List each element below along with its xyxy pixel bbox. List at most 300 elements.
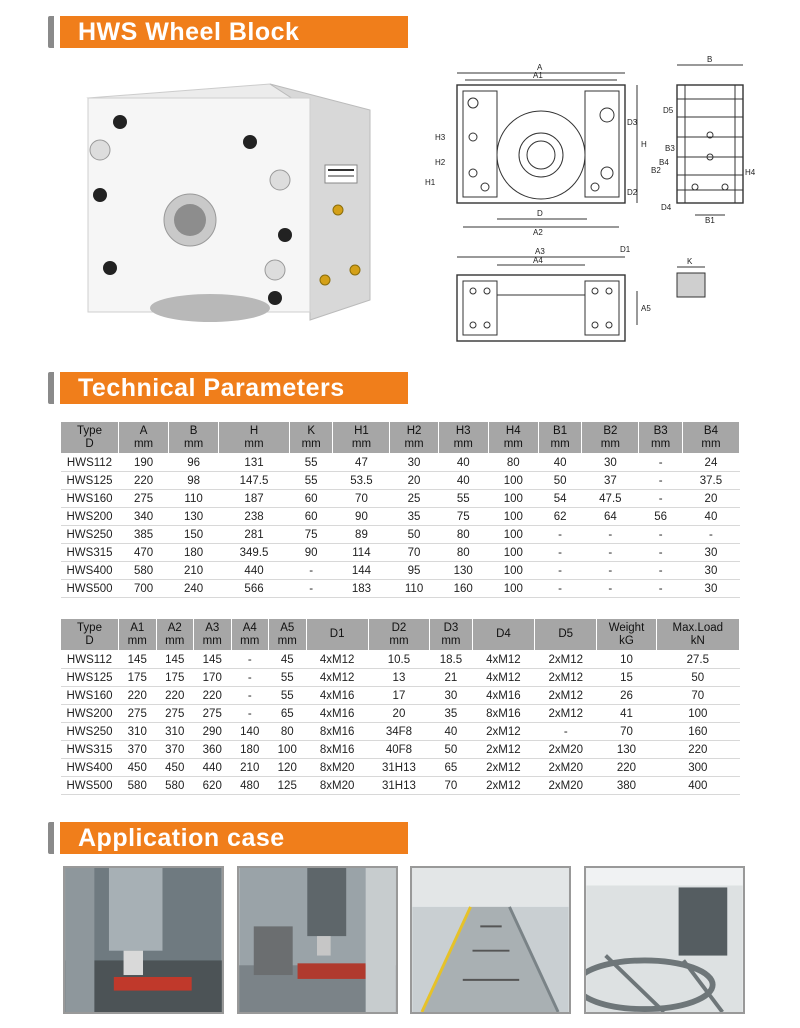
- value-cell: -: [231, 705, 269, 723]
- table-row: [61, 508, 740, 526]
- header-unit: mm: [701, 437, 721, 450]
- type-cell: HWS125: [61, 669, 119, 687]
- header-label: D5: [558, 628, 574, 640]
- value-cell: 110: [390, 580, 438, 598]
- value-cell: 45: [269, 651, 307, 669]
- value-cell: 80: [438, 526, 488, 544]
- value-cell: 50: [390, 526, 438, 544]
- table-row: [61, 580, 740, 598]
- value-cell: 380: [597, 777, 656, 795]
- value-cell: 210: [231, 759, 269, 777]
- value-cell: 30: [682, 580, 739, 598]
- value-cell: 37.5: [682, 472, 739, 490]
- label-h1: H1: [425, 178, 436, 187]
- header-unit: mm: [651, 437, 671, 450]
- table1-header-4: [289, 422, 333, 454]
- value-cell: 160: [656, 723, 739, 741]
- value-cell: 54: [538, 490, 582, 508]
- value-cell: 144: [333, 562, 390, 580]
- table2-header-2: [156, 619, 194, 651]
- value-cell: 8xM20: [306, 777, 368, 795]
- header-label: Type: [77, 424, 102, 437]
- label-d4: D4: [661, 203, 672, 212]
- type-cell: HWS160: [61, 687, 119, 705]
- table2-header-12: [656, 619, 739, 651]
- value-cell: 15: [597, 669, 656, 687]
- value-cell: 160: [438, 580, 488, 598]
- table-row: [61, 759, 740, 777]
- header-unit: mm: [277, 634, 297, 647]
- value-cell: 70: [430, 777, 473, 795]
- label-a1: A1: [533, 71, 543, 80]
- value-cell: 80: [269, 723, 307, 741]
- value-cell: 2xM20: [535, 759, 597, 777]
- value-cell: 145: [194, 651, 232, 669]
- value-cell: 130: [438, 562, 488, 580]
- value-cell: 580: [119, 562, 169, 580]
- label-d: D: [537, 209, 543, 218]
- value-cell: 30: [682, 562, 739, 580]
- value-cell: 50: [538, 472, 582, 490]
- table1-header-11: [639, 422, 683, 454]
- value-cell: 340: [119, 508, 169, 526]
- value-cell: 470: [119, 544, 169, 562]
- type-cell: HWS125: [61, 472, 119, 490]
- header-unit: mm: [202, 634, 222, 647]
- type-cell: HWS250: [61, 723, 119, 741]
- table1-header-10: [582, 422, 639, 454]
- value-cell: 180: [231, 741, 269, 759]
- value-cell: 13: [368, 669, 429, 687]
- value-cell: 40: [682, 508, 739, 526]
- header-unit: mm: [244, 437, 264, 450]
- header-unit: mm: [389, 634, 409, 647]
- value-cell: 100: [488, 562, 538, 580]
- value-cell: 10: [597, 651, 656, 669]
- value-cell: -: [538, 580, 582, 598]
- header-label: B: [189, 424, 198, 437]
- value-cell: 96: [169, 454, 219, 472]
- value-cell: 385: [119, 526, 169, 544]
- table1-header-3: [219, 422, 290, 454]
- value-cell: 190: [119, 454, 169, 472]
- table2-header-0: [61, 619, 119, 651]
- value-cell: 30: [390, 454, 438, 472]
- value-cell: -: [289, 580, 333, 598]
- parameters-table-1: [60, 421, 740, 598]
- value-cell: 18.5: [430, 651, 473, 669]
- header-label: A2: [167, 621, 182, 634]
- header-unit: mm: [165, 634, 185, 647]
- value-cell: 170: [194, 669, 232, 687]
- value-cell: -: [538, 544, 582, 562]
- section-title: Technical Parameters: [60, 372, 408, 404]
- value-cell: 55: [289, 454, 333, 472]
- value-cell: 35: [430, 705, 473, 723]
- header-unit: mm: [184, 437, 204, 450]
- table-row: [61, 741, 740, 759]
- value-cell: 580: [119, 777, 157, 795]
- type-cell: HWS250: [61, 526, 119, 544]
- header-label: Max.Load: [672, 621, 724, 634]
- value-cell: -: [231, 687, 269, 705]
- header-label: B2: [603, 424, 618, 437]
- bottom-view: [457, 257, 637, 341]
- value-cell: 275: [194, 705, 232, 723]
- value-cell: 2xM20: [535, 777, 597, 795]
- k-section: [677, 267, 705, 297]
- section-title: HWS Wheel Block: [60, 16, 408, 48]
- application-photo-4: [584, 866, 745, 1014]
- technical-drawings: [415, 55, 755, 355]
- value-cell: 2xM12: [535, 651, 597, 669]
- value-cell: 114: [333, 544, 390, 562]
- value-cell: 40: [438, 472, 488, 490]
- type-cell: HWS200: [61, 705, 119, 723]
- header-label: H4: [505, 424, 521, 437]
- value-cell: 4xM12: [306, 651, 368, 669]
- parameters-table-2: [60, 618, 740, 795]
- value-cell: 120: [269, 759, 307, 777]
- table-row: [61, 669, 740, 687]
- table2-header-5: [269, 619, 307, 651]
- header-unit: mm: [600, 437, 620, 450]
- header-unit: mm: [441, 634, 461, 647]
- table-row: [61, 544, 740, 562]
- value-cell: 125: [269, 777, 307, 795]
- table-row: [61, 687, 740, 705]
- value-cell: 275: [119, 705, 157, 723]
- value-cell: 4xM16: [472, 687, 534, 705]
- value-cell: 281: [219, 526, 290, 544]
- value-cell: 2xM12: [535, 687, 597, 705]
- section-header-product: [48, 16, 408, 48]
- value-cell: 40: [430, 723, 473, 741]
- header-unit: D: [85, 634, 94, 647]
- value-cell: 20: [368, 705, 429, 723]
- product-image: [70, 70, 390, 330]
- value-cell: 56: [639, 508, 683, 526]
- value-cell: 349.5: [219, 544, 290, 562]
- value-cell: 70: [333, 490, 390, 508]
- value-cell: 75: [289, 526, 333, 544]
- table2-header-1: [119, 619, 157, 651]
- value-cell: 238: [219, 508, 290, 526]
- value-cell: 55: [269, 669, 307, 687]
- header-label: K: [307, 424, 316, 437]
- value-cell: 566: [219, 580, 290, 598]
- value-cell: 140: [231, 723, 269, 741]
- table-row: [61, 490, 740, 508]
- label-a5: A5: [641, 304, 651, 313]
- value-cell: -: [231, 669, 269, 687]
- table2-header-8: [430, 619, 473, 651]
- value-cell: 26: [597, 687, 656, 705]
- type-cell: HWS400: [61, 562, 119, 580]
- label-b3: B3: [665, 144, 675, 153]
- table-row: [61, 454, 740, 472]
- value-cell: 90: [333, 508, 390, 526]
- value-cell: 20: [682, 490, 739, 508]
- value-cell: 62: [538, 508, 582, 526]
- value-cell: 60: [289, 490, 333, 508]
- value-cell: 8xM16: [306, 741, 368, 759]
- table2-header-11: [597, 619, 656, 651]
- value-cell: -: [639, 580, 683, 598]
- value-cell: 55: [289, 472, 333, 490]
- type-cell: HWS315: [61, 741, 119, 759]
- section-header-params: [48, 372, 408, 404]
- value-cell: 100: [269, 741, 307, 759]
- value-cell: 480: [231, 777, 269, 795]
- value-cell: 40: [438, 454, 488, 472]
- value-cell: 400: [656, 777, 739, 795]
- value-cell: 70: [390, 544, 438, 562]
- application-photo-2: [237, 866, 398, 1014]
- value-cell: 8xM20: [306, 759, 368, 777]
- value-cell: 100: [656, 705, 739, 723]
- value-cell: 21: [430, 669, 473, 687]
- value-cell: -: [535, 723, 597, 741]
- value-cell: 30: [682, 544, 739, 562]
- header-label: D4: [496, 628, 511, 640]
- type-cell: HWS500: [61, 580, 119, 598]
- value-cell: 450: [156, 759, 194, 777]
- type-cell: HWS200: [61, 508, 119, 526]
- header-label: D2: [391, 621, 407, 634]
- value-cell: -: [639, 544, 683, 562]
- value-cell: 183: [333, 580, 390, 598]
- table1-header-9: [538, 422, 582, 454]
- value-cell: 64: [582, 508, 639, 526]
- value-cell: 2xM12: [472, 723, 534, 741]
- type-cell: HWS112: [61, 454, 119, 472]
- value-cell: 89: [333, 526, 390, 544]
- value-cell: 80: [488, 454, 538, 472]
- header-unit: mm: [301, 437, 321, 450]
- table1-header-1: [119, 422, 169, 454]
- type-cell: HWS500: [61, 777, 119, 795]
- value-cell: 220: [119, 472, 169, 490]
- value-cell: 175: [156, 669, 194, 687]
- label-d1: D1: [620, 245, 631, 254]
- table-row: [61, 562, 740, 580]
- header-label: Type: [77, 621, 102, 634]
- value-cell: -: [582, 562, 639, 580]
- value-cell: 220: [597, 759, 656, 777]
- label-h2: H2: [435, 158, 446, 167]
- table1-header-0: [61, 422, 119, 454]
- header-unit: mm: [503, 437, 523, 450]
- value-cell: 100: [488, 472, 538, 490]
- value-cell: 35: [390, 508, 438, 526]
- value-cell: 150: [169, 526, 219, 544]
- header-unit: kG: [619, 634, 634, 647]
- header-label: D3: [443, 621, 459, 634]
- value-cell: 40F8: [368, 741, 429, 759]
- header-label: D1: [329, 628, 345, 640]
- value-cell: -: [582, 544, 639, 562]
- value-cell: 450: [119, 759, 157, 777]
- value-cell: 145: [119, 651, 157, 669]
- value-cell: 98: [169, 472, 219, 490]
- value-cell: 100: [488, 508, 538, 526]
- table2-header-4: [231, 619, 269, 651]
- label-a3: A3: [535, 247, 545, 256]
- label-h3: H3: [435, 133, 446, 142]
- label-k: K: [687, 257, 693, 266]
- value-cell: 180: [169, 544, 219, 562]
- value-cell: 310: [119, 723, 157, 741]
- value-cell: 187: [219, 490, 290, 508]
- header-unit: mm: [404, 437, 424, 450]
- header-unit: kN: [690, 634, 705, 647]
- table2-header-10: [535, 619, 597, 651]
- value-cell: -: [231, 651, 269, 669]
- label-h4: H4: [745, 168, 755, 177]
- value-cell: 210: [169, 562, 219, 580]
- value-cell: -: [639, 526, 683, 544]
- type-cell: HWS112: [61, 651, 119, 669]
- value-cell: 110: [169, 490, 219, 508]
- value-cell: 4xM12: [472, 669, 534, 687]
- table2-header-9: [472, 619, 534, 651]
- value-cell: 70: [656, 687, 739, 705]
- value-cell: 100: [488, 490, 538, 508]
- label-a: A: [537, 63, 543, 72]
- table-row: [61, 651, 740, 669]
- value-cell: 17: [368, 687, 429, 705]
- value-cell: 65: [269, 705, 307, 723]
- header-label: B1: [553, 424, 568, 437]
- value-cell: 275: [156, 705, 194, 723]
- value-cell: 25: [390, 490, 438, 508]
- label-h: H: [641, 140, 647, 149]
- header-label: B3: [653, 424, 668, 437]
- header-label: A5: [280, 621, 295, 634]
- value-cell: 70: [597, 723, 656, 741]
- value-cell: 4xM12: [306, 669, 368, 687]
- table1-header-6: [390, 422, 438, 454]
- value-cell: 65: [430, 759, 473, 777]
- value-cell: 2xM12: [472, 777, 534, 795]
- value-cell: 80: [438, 544, 488, 562]
- table1-header-8: [488, 422, 538, 454]
- value-cell: 147.5: [219, 472, 290, 490]
- value-cell: 37: [582, 472, 639, 490]
- value-cell: 47.5: [582, 490, 639, 508]
- value-cell: 360: [194, 741, 232, 759]
- value-cell: 131: [219, 454, 290, 472]
- header-label: A: [139, 424, 148, 437]
- value-cell: 310: [156, 723, 194, 741]
- value-cell: 40: [538, 454, 582, 472]
- value-cell: -: [639, 472, 683, 490]
- value-cell: -: [639, 490, 683, 508]
- application-photos: [63, 866, 745, 1014]
- header-unit: mm: [133, 437, 154, 450]
- value-cell: 370: [156, 741, 194, 759]
- value-cell: 100: [488, 526, 538, 544]
- value-cell: 175: [119, 669, 157, 687]
- header-label: A4: [242, 621, 257, 634]
- value-cell: -: [682, 526, 739, 544]
- value-cell: 240: [169, 580, 219, 598]
- value-cell: 440: [194, 759, 232, 777]
- value-cell: -: [639, 454, 683, 472]
- value-cell: 50: [656, 669, 739, 687]
- header-label: H2: [406, 424, 422, 437]
- table1-header-5: [333, 422, 390, 454]
- value-cell: 30: [582, 454, 639, 472]
- value-cell: 95: [390, 562, 438, 580]
- value-cell: 130: [597, 741, 656, 759]
- value-cell: 55: [438, 490, 488, 508]
- front-view: [457, 73, 637, 227]
- value-cell: 100: [488, 580, 538, 598]
- header-unit: mm: [351, 437, 372, 450]
- table1-header-2: [169, 422, 219, 454]
- table1-header-7: [438, 422, 488, 454]
- value-cell: 220: [656, 741, 739, 759]
- section-title: Application case: [60, 822, 408, 854]
- value-cell: 100: [488, 544, 538, 562]
- table1-header-12: [682, 422, 739, 454]
- header-label: H1: [354, 424, 369, 437]
- value-cell: 440: [219, 562, 290, 580]
- header-unit: D: [85, 437, 94, 450]
- value-cell: 2xM12: [535, 705, 597, 723]
- label-b: B: [707, 55, 713, 64]
- value-cell: 20: [390, 472, 438, 490]
- type-cell: HWS400: [61, 759, 119, 777]
- header-label: Weight: [608, 621, 645, 634]
- value-cell: 31H13: [368, 777, 429, 795]
- value-cell: 370: [119, 741, 157, 759]
- value-cell: 620: [194, 777, 232, 795]
- value-cell: 290: [194, 723, 232, 741]
- value-cell: 700: [119, 580, 169, 598]
- header-unit: mm: [453, 437, 473, 450]
- header-label: A1: [130, 621, 145, 634]
- value-cell: 580: [156, 777, 194, 795]
- value-cell: 60: [289, 508, 333, 526]
- table2-header-3: [194, 619, 232, 651]
- value-cell: 8xM16: [472, 705, 534, 723]
- type-cell: HWS160: [61, 490, 119, 508]
- section-header-application: [48, 822, 408, 854]
- value-cell: 2xM12: [472, 741, 534, 759]
- header-label: B4: [703, 424, 718, 437]
- value-cell: -: [538, 526, 582, 544]
- value-cell: 220: [156, 687, 194, 705]
- value-cell: 4xM16: [306, 687, 368, 705]
- value-cell: 75: [438, 508, 488, 526]
- header-unit: mm: [127, 634, 147, 647]
- table-row: [61, 526, 740, 544]
- table-row: [61, 472, 740, 490]
- type-cell: HWS315: [61, 544, 119, 562]
- value-cell: 50: [430, 741, 473, 759]
- value-cell: 2xM12: [472, 759, 534, 777]
- value-cell: 2xM12: [535, 669, 597, 687]
- value-cell: 220: [119, 687, 157, 705]
- value-cell: 130: [169, 508, 219, 526]
- value-cell: 53.5: [333, 472, 390, 490]
- value-cell: -: [639, 562, 683, 580]
- table-row: [61, 705, 740, 723]
- header-unit: mm: [550, 437, 570, 450]
